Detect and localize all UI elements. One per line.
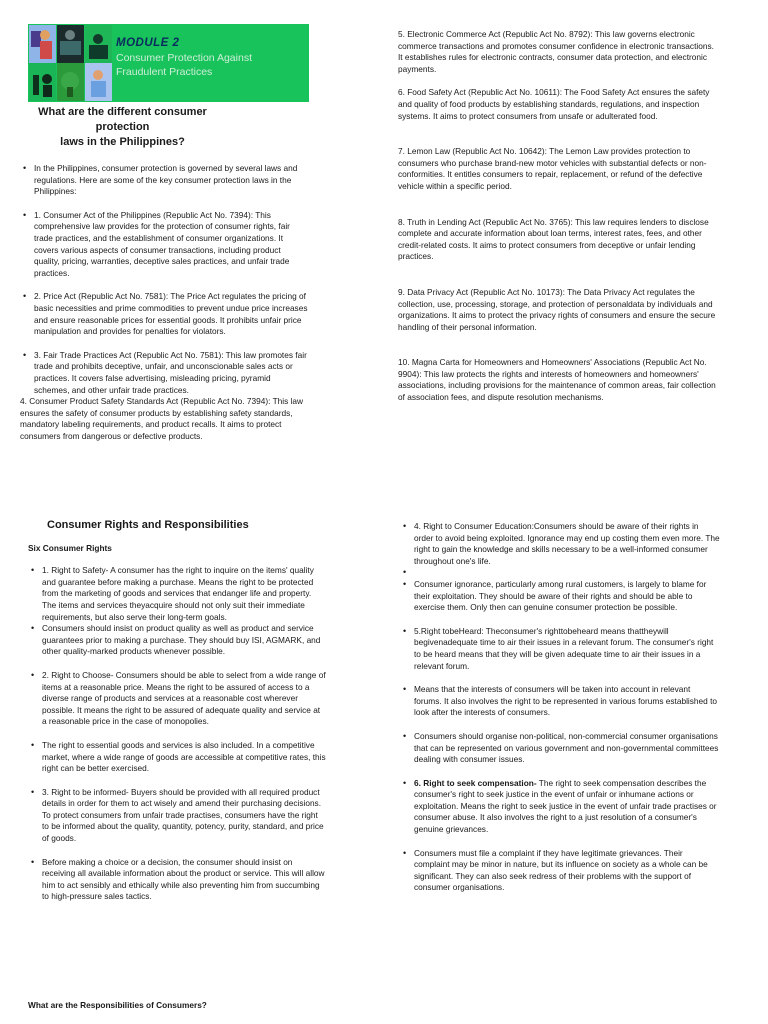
- law-item-10: 10. Magna Carta for Homeowners and Homeowners' Associations (Republic Act No. 9904): This law protects the rights and interests of homeowners and homeowners' associations, including provisions for the maintenance of common areas, fair collection of association fees, and dispute resolution mechanisms.: [398, 357, 716, 403]
- law-item-7: 7. Lemon Law (Republic Act No. 10642): The Lemon Law provides protection to consumers who purchase brand-new motor vehicles with substantial defects or non-conformities. It entitles consumers to repair, replacement, or refund of the defective vehicle within a specific period.: [398, 146, 707, 191]
- right-6-heading: 6. Right to seek compensation-: [414, 777, 537, 788]
- list-item: • Consumers must file a complaint if they have legitimate grievances. Their complaint may be minor in nature, but its influence on society as a whole can be significant. They can also seek redress of their problems with the support of consumer organisations.: [414, 848, 720, 894]
- spacer: [34, 279, 308, 291]
- law-item-9: 9. Data Privacy Act (Republic Act No. 10173): The Data Privacy Act regulates the collection, use, processing, storage, and protection of personaldata by individuals and organizations. It aims to protect the privacy rights of consumers and ensure the secure handling of their personal information.: [398, 286, 716, 332]
- question-line: laws in the Philippines?: [60, 136, 185, 148]
- spacer: [414, 766, 720, 778]
- right-top-column: [398, 29, 720, 404]
- list-item: • In the Philippines, consumer protection is governed by several laws and regulations. Here are some of the key consumer protection laws in the Philippines:: [34, 163, 308, 198]
- banner-illustration-1: [29, 25, 56, 63]
- laws-list: [20, 163, 308, 396]
- list-item: • Consumers should insist on product quality as well as product and service guarantees prior to making a purchase. They should buy ISI, AGMARK, and other quality-marked products whenever possible.: [42, 623, 326, 658]
- law-item-4: 4. Consumer Product Safety Standards Act (Republic Act No. 7394): This law ensures the safety of consumer products by establishing safety standards, mandatory labeling requirements, and product recalls. It aims to protect consumers from dangerous or defective products.: [20, 396, 304, 441]
- list-item: • 2. Price Act (Republic Act No. 7581): The Price Act regulates the pricing of basic necessities and prime commodities to prevent undue price increases and ensure reasonable prices for essential goods. It prohibits unfair price manipulation and provides for penalties for violators.: [34, 291, 308, 337]
- spacer: [34, 338, 308, 350]
- list-item-right-6: [414, 778, 720, 836]
- question-heading: [20, 105, 225, 150]
- spacer: [414, 614, 720, 626]
- spacer: [414, 719, 720, 731]
- list-item: • Consumer ignorance, particularly among rural customers, is largely to blame for their exploitation. They should be aware of their rights and should be able to exercise them. Only then can genuine consumer protection be possible.: [414, 579, 720, 614]
- list-item: • 1. Right to Safety- A consumer has the right to inquire on the items' quality and guarantee before making a purchase. Means the right to be protected from the marketing of goods and services that endanger life and property. The items and services theyacquire should not only suit their immediate requirements, but also serve their long-term goals.: [42, 565, 326, 623]
- banner-illustration-5: [57, 63, 84, 101]
- spacer: [42, 845, 326, 857]
- list-item: • Consumers should organise non-political, non-commercial consumer organisations that can be represented on various government and non-governmental committees dealing with consumer issues.: [414, 731, 720, 766]
- banner-illustration-4: [29, 63, 56, 101]
- section-title: Consumer Rights and Responsibilities: [47, 519, 249, 531]
- empty-list-item: [414, 567, 720, 579]
- banner-illustration-2: [57, 25, 84, 63]
- question-line: What are the different consumer protection: [38, 106, 207, 133]
- law-item-6: 6. Food Safety Act (Republic Act No. 10611): The Food Safety Act ensures the safety and quality of food products by establishing standards, regulations, and inspection systems. It aims to protect consumers from unsafe or adulterated food.: [398, 87, 710, 121]
- list-item: • 1. Consumer Act of the Philippines (Republic Act No. 7394): This comprehensive law provides for the protection of consumer rights, fair trade practices, and the establishment of consumer organizations. It covers various aspects of consumer transactions, including product quality, pricing, warranties, deceptive sales practices, and unfair trade practices.: [34, 210, 308, 280]
- section-subtitle: Six Consumer Rights: [28, 542, 112, 553]
- spacer: [34, 198, 308, 210]
- left-top-column: [20, 105, 306, 442]
- module-subtitle-line: Consumer Protection Against: [116, 52, 252, 64]
- banner-text: [116, 37, 252, 79]
- list-item: • 3. Fair Trade Practices Act (Republic Act No. 7581): This law promotes fair trade and prohibits deceptive, unfair, and unconscionable sales acts or practices. It covers false advertising, misleading pricing, pyramid schemes, and other unfair trade practices.: [34, 350, 308, 396]
- list-item: • 2. Right to Choose- Consumers should be able to select from a wide range of items at a reasonable price. Means the right to be assured of access to a diverse range of products and services at a reasonable cost wherever possible. It means the right to be assured of adequate quality and service at a reasonable price in the case of monopolies.: [42, 670, 326, 728]
- banner-illustration-3: [85, 25, 112, 63]
- module-subtitle: [116, 51, 252, 79]
- spacer: [414, 672, 720, 684]
- module-subtitle-line: Fraudulent Practices: [116, 66, 213, 78]
- responsibilities-question: What are the Responsibilities of Consumers?: [28, 1000, 207, 1010]
- banner-illustration-6: [85, 63, 112, 101]
- left-bottom-column: [28, 520, 326, 903]
- right-6-text: The right to seek compensation describes the consumer's right to seek justice in the event of unfair or inhumane actions or exploitation. Means the right to seek justice in the event of unfair trade practises or consumer abuse. It also involves the right to a just resolution of a consumer's genuine grievances.: [414, 777, 717, 835]
- law-item-5: 5. Electronic Commerce Act (Republic Act No. 8792): This law governs electronic commerce transactions and promotes consumer confidence in electronic transactions. It establishes rules for electronic contracts, consumer data protection, and electronic payments.: [398, 29, 714, 74]
- list-item: • 3. Right to be informed- Buyers should be provided with all required product details in order for them to act wisely and amend their purchasing decisions. To protect consumers from unfair trade practises, consumers have the right to be informed about the quality, quantity, potency, purity, standard, and price of goods.: [42, 787, 326, 845]
- spacer: [42, 728, 326, 740]
- spacer: [42, 658, 326, 670]
- module-banner: [28, 24, 309, 102]
- spacer: [42, 775, 326, 787]
- spacer: [414, 836, 720, 848]
- right-bottom-column: [400, 521, 720, 894]
- list-item: • 4. Right to Consumer Education:Consumers should be aware of their rights in order to avoid being exploited. Ignorance may end up costing them even more. The right to gain the knowledge and skills necessary to be a well-informed consumer throughout one's life.: [414, 521, 720, 567]
- rights-list-right: [400, 521, 720, 894]
- list-item: • The right to essential goods and services is also included. In a competitive market, where a wide range of goods are accessible at competitive rates, this right can be better exercised.: [42, 740, 326, 775]
- list-item: • Means that the interests of consumers will be taken into account in relevant forums. It also involves the right to be represented in various forums established to look after the interests of consumers.: [414, 684, 720, 719]
- law-item-8: 8. Truth in Lending Act (Republic Act No. 3765): This law requires lenders to disclose complete and accurate information about loan terms, interest rates, fees, and other credit-related costs. It aims to protect consumers from deceptive or unfair lending practices.: [398, 216, 709, 262]
- module-label: MODULE 2: [116, 37, 180, 49]
- list-item: • Before making a choice or a decision, the consumer should insist on receiving all available information about the product or service. This will allow him to act sensibly and ethically while also preventing him from succumbing to high-pressure sales tactics.: [42, 857, 326, 903]
- list-item: • 5.Right tobeHeard: Theconsumer's righttobeheard means thattheywill begivenadequate time to air their issues in a relevant forum. The consumer's right to be heard means that they will be given adequate time to air their issues in a relevant forum.: [414, 626, 720, 672]
- rights-list-left: [28, 565, 326, 903]
